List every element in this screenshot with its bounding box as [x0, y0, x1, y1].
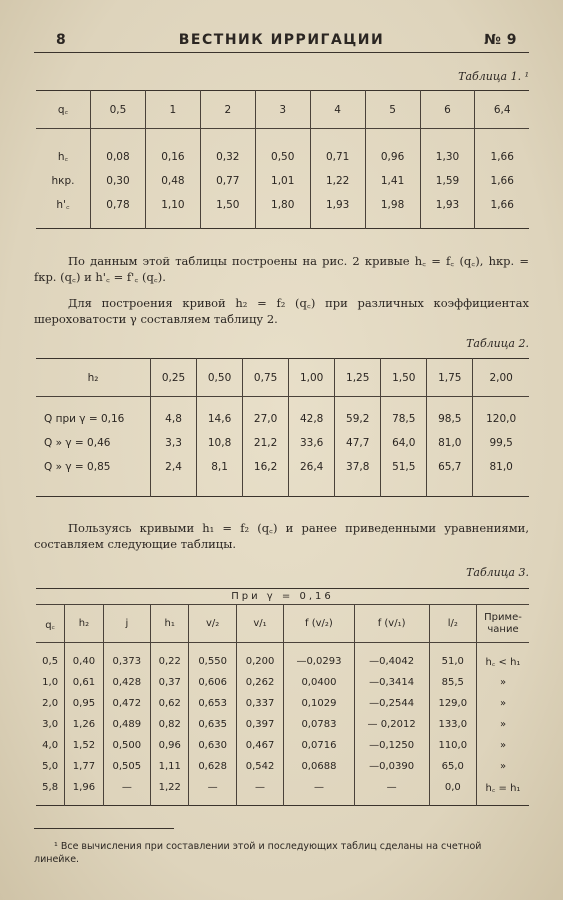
table-cell: 21,2 — [243, 431, 289, 455]
table-cell: h꜀ — [57, 150, 69, 163]
table-cell: 129,0 — [429, 693, 476, 714]
table-cell: » — [477, 735, 530, 756]
table-row — [36, 193, 529, 217]
table-cell: Q » γ = 0,46 — [44, 436, 111, 449]
table-cell: 27,0 — [243, 407, 289, 431]
table-cell: —0,1250 — [354, 735, 429, 756]
journal-title: ВЕСТНИК ИРРИГАЦИИ — [178, 32, 385, 48]
table-cell: 0,0400 — [284, 672, 354, 693]
table-cell: 1,22 — [151, 777, 189, 798]
table-cell: h₁ — [151, 605, 189, 643]
table-cell: 3 — [255, 91, 310, 129]
table-cell: — — [354, 777, 429, 798]
table-3-header-row — [36, 605, 529, 643]
table-cell: 0,606 — [189, 672, 236, 693]
table-cell: Q при γ = 0,16 — [44, 412, 125, 425]
table-cell: 51,0 — [429, 651, 476, 672]
table-cell: 0,95 — [65, 693, 103, 714]
table-cell: 0,397 — [236, 714, 283, 735]
table-cell: l/₂ — [429, 605, 476, 643]
page-number: 8 — [56, 32, 67, 48]
table-cell: 0,08 — [91, 145, 146, 169]
table-cell: 0,262 — [236, 672, 283, 693]
table-cell: —0,0390 — [354, 756, 429, 777]
table-cell: 2,4 — [151, 455, 197, 479]
table-cell: 42,8 — [289, 407, 335, 431]
table-cell: 0,428 — [103, 672, 150, 693]
table-cell: 0,5 — [42, 655, 59, 667]
table-cell: 0,62 — [151, 693, 189, 714]
table-row — [36, 735, 529, 756]
table-cell: 1,26 — [65, 714, 103, 735]
table-cell: 0,337 — [236, 693, 283, 714]
table-2 — [36, 358, 529, 497]
table-cell: 1,30 — [420, 145, 475, 169]
table-cell: h꜀ = h₁ — [477, 777, 530, 798]
table-cell: 8,1 — [197, 455, 243, 479]
table-cell: 0,0716 — [284, 735, 354, 756]
table-cell: 0,550 — [189, 651, 236, 672]
table-row — [36, 431, 529, 455]
table-cell: 133,0 — [429, 714, 476, 735]
table-cell: Q » γ = 0,85 — [44, 460, 111, 473]
table-cell: 59,2 — [335, 407, 381, 431]
table-cell: 0,635 — [189, 714, 236, 735]
table-row — [36, 145, 529, 169]
table-cell: 1,66 — [475, 193, 529, 217]
table-cell: 98,5 — [427, 407, 473, 431]
table-cell: 4 — [310, 91, 365, 129]
table-cell: 0,500 — [103, 735, 150, 756]
table-cell: 0,1029 — [284, 693, 354, 714]
table-cell: h₂ — [65, 605, 103, 643]
paragraph: Пользуясь кривыми h₁ = f₂ (q꜀) и ранее приведенными уравнениями, составляем следующие таблицы. — [34, 521, 529, 551]
table-cell: 0,50 — [255, 145, 310, 169]
table-cell: 47,7 — [335, 431, 381, 455]
table-2-caption: Таблица 2. — [466, 337, 529, 350]
table-cell: — — [189, 777, 236, 798]
table-row — [36, 672, 529, 693]
table-cell: 0,75 — [243, 359, 289, 397]
table-cell: 16,2 — [243, 455, 289, 479]
table-cell: 4,8 — [151, 407, 197, 431]
table-cell: 81,0 — [473, 455, 529, 479]
table-cell: 1,00 — [289, 359, 335, 397]
table-row — [36, 777, 529, 798]
table-cell: 0,467 — [236, 735, 283, 756]
table-row — [36, 756, 529, 777]
table-cell: 0,373 — [103, 651, 150, 672]
footnote: ¹ Все вычисления при составлении этой и последующих таблиц сделаны на счетной линейке. — [34, 841, 482, 865]
table-row — [36, 455, 529, 479]
table-cell: 0,30 — [91, 169, 146, 193]
table-3-caption: Таблица 3. — [466, 566, 529, 579]
footnote-rule — [34, 828, 174, 829]
table-cell: h'꜀ — [56, 198, 70, 211]
table-cell: 0,32 — [200, 145, 255, 169]
table-cell: 1,50 — [381, 359, 427, 397]
header-rule — [34, 52, 529, 53]
table-cell: 5 — [365, 91, 420, 129]
table-cell: —0,3414 — [354, 672, 429, 693]
table-cell: 78,5 — [381, 407, 427, 431]
table-cell: q꜀ — [36, 605, 65, 643]
table-cell: 99,5 — [473, 431, 529, 455]
running-header — [34, 32, 529, 52]
table-3 — [36, 588, 529, 806]
table-cell: 3,3 — [151, 431, 197, 455]
table-cell: 0,96 — [151, 735, 189, 756]
table-cell: 0,5 — [91, 91, 146, 129]
table-cell: » — [477, 714, 530, 735]
table-cell: —0,4042 — [354, 651, 429, 672]
table-cell: 0,472 — [103, 693, 150, 714]
table-cell: q꜀ — [36, 91, 91, 129]
table-cell: 2 — [200, 91, 255, 129]
table-cell: 0,628 — [189, 756, 236, 777]
table-cell: 10,8 — [197, 431, 243, 455]
table-1 — [36, 90, 529, 229]
table-cell: —0,0293 — [284, 651, 354, 672]
table-cell: f (v/₂) — [284, 605, 354, 643]
table-cell: 0,200 — [236, 651, 283, 672]
table-cell: 65,7 — [427, 455, 473, 479]
table-cell: 1,01 — [255, 169, 310, 193]
table-cell: 0,542 — [236, 756, 283, 777]
table-cell: 0,0 — [429, 777, 476, 798]
table-cell: 0,22 — [151, 651, 189, 672]
table-cell: 0,489 — [103, 714, 150, 735]
table-cell: 81,0 — [427, 431, 473, 455]
table-cell: — 0,2012 — [354, 714, 429, 735]
table-cell: 5,8 — [42, 781, 59, 793]
table-cell: 0,77 — [200, 169, 255, 193]
table-cell: 1,10 — [145, 193, 200, 217]
table-cell: 0,61 — [65, 672, 103, 693]
table-cell: 64,0 — [381, 431, 427, 455]
table-cell: v/₂ — [189, 605, 236, 643]
table-row — [36, 169, 529, 193]
table-cell: 0,37 — [151, 672, 189, 693]
table-cell: 0,25 — [151, 359, 197, 397]
table-cell: 0,50 — [197, 359, 243, 397]
table-cell: 3,0 — [42, 718, 59, 730]
table-cell: 0,0688 — [284, 756, 354, 777]
table-cell: 85,5 — [429, 672, 476, 693]
table-cell: 0,78 — [91, 193, 146, 217]
table-cell: 37,8 — [335, 455, 381, 479]
table-cell: 1,93 — [310, 193, 365, 217]
table-cell: 1,75 — [427, 359, 473, 397]
table-cell: 51,5 — [381, 455, 427, 479]
table-cell: 1,0 — [42, 676, 59, 688]
table-cell: 1,66 — [475, 169, 529, 193]
table-cell: 1,22 — [310, 169, 365, 193]
table-3-title: При γ = 0,16 — [36, 589, 529, 605]
table-cell: 0,0783 — [284, 714, 354, 735]
table-cell: 1,77 — [65, 756, 103, 777]
table-cell: 1,98 — [365, 193, 420, 217]
table-row — [36, 651, 529, 672]
table-cell: — — [103, 777, 150, 798]
table-cell: 4,0 — [42, 739, 59, 751]
table-cell: 14,6 — [197, 407, 243, 431]
table-cell: 26,4 — [289, 455, 335, 479]
table-row — [36, 407, 529, 431]
table-cell: 6,4 — [475, 91, 529, 129]
table-cell: 1,25 — [335, 359, 381, 397]
paragraph-block-1 — [34, 253, 529, 327]
table-cell: 5,0 — [42, 760, 59, 772]
table-3-title-row — [36, 589, 529, 605]
table-cell: 33,6 — [289, 431, 335, 455]
table-cell: » — [477, 693, 530, 714]
table-cell: 0,653 — [189, 693, 236, 714]
table-cell: Приме-чание — [477, 605, 530, 643]
table-1-header-row — [36, 91, 529, 129]
table-cell: 120,0 — [473, 407, 529, 431]
table-cell: 2,0 — [42, 697, 59, 709]
table-cell: 1,66 — [475, 145, 529, 169]
table-cell: 6 — [420, 91, 475, 129]
table-cell: 1,11 — [151, 756, 189, 777]
table-cell: » — [477, 756, 530, 777]
table-1-caption: Таблица 1. ¹ — [458, 70, 529, 83]
paragraph: По данным этой таблицы построены на рис. 2 кривые h꜀ = f꜀ (q꜀), hкр. = fкр. (q꜀) и h'꜀ = f'꜀ (q꜀). — [34, 254, 529, 284]
table-row — [36, 693, 529, 714]
table-cell: 0,82 — [151, 714, 189, 735]
table-cell: 1,59 — [420, 169, 475, 193]
table-cell: 1,96 — [65, 777, 103, 798]
table-cell: h꜀ < h₁ — [477, 651, 530, 672]
table-cell: 0,16 — [145, 145, 200, 169]
table-cell: 0,505 — [103, 756, 150, 777]
table-cell: 1,80 — [255, 193, 310, 217]
table-cell: 1,52 — [65, 735, 103, 756]
table-cell: h₂ — [36, 359, 151, 397]
table-cell: — — [284, 777, 354, 798]
table-row — [36, 714, 529, 735]
table-cell: f (v/₁) — [354, 605, 429, 643]
table-cell: 110,0 — [429, 735, 476, 756]
table-cell: 2,00 — [473, 359, 529, 397]
table-cell: 0,630 — [189, 735, 236, 756]
table-cell: 0,40 — [65, 651, 103, 672]
table-cell: 0,48 — [145, 169, 200, 193]
issue-number: № 9 — [484, 32, 517, 48]
table-cell: 1,93 — [420, 193, 475, 217]
table-2-header-row — [36, 359, 529, 397]
table-cell: v/₁ — [236, 605, 283, 643]
table-cell: 65,0 — [429, 756, 476, 777]
table-cell: » — [477, 672, 530, 693]
table-cell: 1,41 — [365, 169, 420, 193]
table-cell: 1 — [145, 91, 200, 129]
table-cell: hкр. — [51, 174, 75, 187]
table-cell: —0,2544 — [354, 693, 429, 714]
table-cell: — — [236, 777, 283, 798]
table-cell: j — [103, 605, 150, 643]
paragraph: Для построения кривой h₂ = f₂ (q꜀) при различных коэффициентах шероховатости γ составляем таблицу 2. — [34, 296, 529, 326]
paragraph-block-2 — [34, 520, 529, 552]
table-cell: 0,96 — [365, 145, 420, 169]
table-cell: 0,71 — [310, 145, 365, 169]
table-cell: 1,50 — [200, 193, 255, 217]
